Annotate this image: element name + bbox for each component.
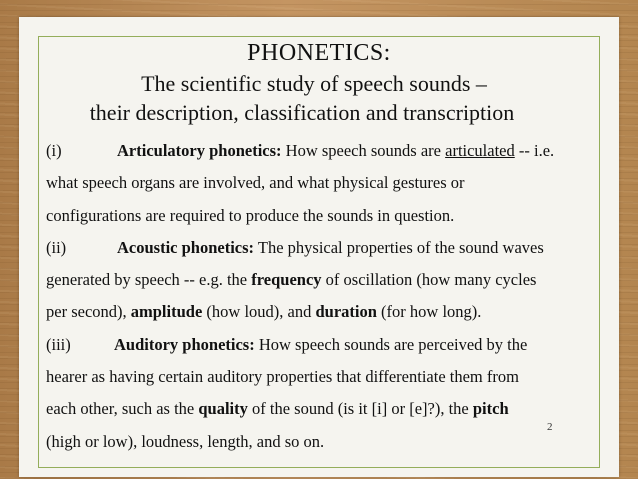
item-text: (for how long). xyxy=(376,302,482,322)
item-text: of oscillation (how many cycles xyxy=(321,270,537,290)
bold-term: quality xyxy=(198,399,248,419)
item-text: each other, such as the xyxy=(46,399,199,419)
item-text: per second), xyxy=(46,302,131,322)
item-ii-line-3 xyxy=(46,296,606,328)
subtitle-line-2: their description, classification and transcription xyxy=(89,100,515,125)
item-number: (i) xyxy=(46,141,62,160)
item-number: (ii) xyxy=(46,237,67,257)
item-term: Auditory phonetics: xyxy=(114,334,255,354)
item-ii-line-1 xyxy=(46,232,606,264)
item-text: The physical properties of the sound waves xyxy=(254,237,544,257)
item-i-line-1 xyxy=(46,135,606,167)
item-term: Articulatory phonetics: xyxy=(117,141,282,160)
item-iii-line-4: (high or low), loudness, length, and so on. xyxy=(46,431,325,451)
bold-term: frequency xyxy=(251,270,322,290)
item-text: How speech sounds are perceived by the xyxy=(254,334,528,354)
item-i-line-2: what speech organs are involved, and what physical gestures or xyxy=(46,173,465,193)
item-number: (iii) xyxy=(46,334,71,354)
item-i-line-3: configurations are required to produce the sounds in question. xyxy=(46,205,455,225)
bold-term: duration xyxy=(315,302,377,322)
slide-title: PHONETICS: xyxy=(247,40,391,66)
item-iii-line-3 xyxy=(46,393,606,425)
slide xyxy=(19,17,619,477)
slide-body xyxy=(46,135,606,458)
subtitle-line-1: The scientific study of speech sounds – xyxy=(141,71,487,96)
item-term: Acoustic phonetics: xyxy=(117,237,255,257)
item-text: generated by speech -- e.g. the xyxy=(46,270,252,290)
item-text: (how loud), and xyxy=(202,302,316,322)
underlined-term: articulated xyxy=(445,141,515,160)
item-iii-line-1 xyxy=(46,329,606,361)
item-text: -- i.e. xyxy=(514,141,555,160)
bold-term: amplitude xyxy=(130,302,203,322)
item-text: of the sound (is it [i] or [e]?), the xyxy=(247,399,473,419)
item-ii-line-2 xyxy=(46,264,606,296)
page-number: 2 xyxy=(547,421,553,433)
bold-term: pitch xyxy=(472,399,509,419)
item-text: How speech sounds are xyxy=(281,141,446,160)
item-iii-line-2: hearer as having certain auditory properties that differentiate them from xyxy=(46,367,519,387)
